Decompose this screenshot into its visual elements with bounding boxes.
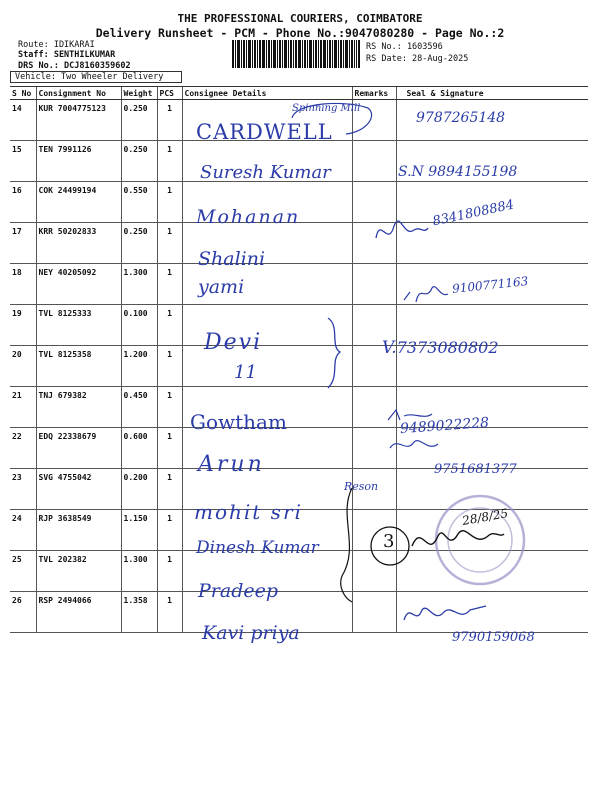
handwritten-phone: 9751681377 xyxy=(434,462,517,477)
cell-consignment: TNJ 679382 xyxy=(36,387,121,428)
handwritten-note: Spinning Mill xyxy=(292,103,361,114)
col-weight: Weight xyxy=(121,87,157,100)
brace-mark xyxy=(324,316,346,390)
rs-number: RS No.: 1603596 xyxy=(366,42,443,52)
stamp-date: 28/8/25 xyxy=(461,506,510,528)
cell-sno: 24 xyxy=(10,510,36,551)
col-consignment: Consignment No xyxy=(36,87,121,100)
handwritten-signature xyxy=(384,402,444,462)
col-pcs: PCS xyxy=(157,87,182,100)
cell-sno: 16 xyxy=(10,182,36,223)
handwritten-phone: 9787265148 xyxy=(416,110,506,126)
handwritten-signature xyxy=(400,600,490,630)
cell-weight: 0.450 xyxy=(121,387,157,428)
handwritten-remark: Reson xyxy=(344,480,379,493)
handwritten-phone: 9790159068 xyxy=(452,630,535,645)
cell-sno: 23 xyxy=(10,469,36,510)
table-row xyxy=(10,387,588,428)
runsheet-title: Delivery Runsheet - PCM - Phone No.:9047080280 - Page No.:2 xyxy=(95,26,505,40)
handwritten-consignee: Suresh Kumar xyxy=(200,162,331,183)
company-title: THE PROFESSIONAL COURIERS, COIMBATORE xyxy=(177,12,423,25)
staff-label: Staff: SENTHILKUMAR xyxy=(18,50,116,60)
handwritten-consignee: mohit sri xyxy=(194,500,303,524)
handwritten-consignee: Devi xyxy=(204,330,263,355)
cell-consignment: COK 24499194 xyxy=(36,182,121,223)
handwritten-phone: 8341808884 xyxy=(431,197,516,230)
handwritten-consignee: CARDWELL xyxy=(196,120,333,144)
cell-sno: 26 xyxy=(10,592,36,633)
handwritten-phone: 7373080802 xyxy=(396,338,499,357)
cell-pcs: 1 xyxy=(157,387,182,428)
cell-weight: 0.250 xyxy=(121,100,157,141)
cell-weight: 1.300 xyxy=(121,264,157,305)
handwritten-consignee: yami xyxy=(198,276,245,298)
handwritten-remark: 3 xyxy=(383,531,395,552)
handwritten-signature xyxy=(370,208,430,250)
cell-pcs: 1 xyxy=(157,592,182,633)
drs-number: DRS No.: DCJ8160359602 xyxy=(18,61,131,71)
cell-consignment: TVL 8125358 xyxy=(36,346,121,387)
table-row xyxy=(10,346,588,387)
cell-consignment: SVG 4755042 xyxy=(36,469,121,510)
cell-pcs: 1 xyxy=(157,100,182,141)
cell-sno: 14 xyxy=(10,100,36,141)
handwritten-consignee: Kavi priya xyxy=(202,622,300,644)
cell-sno: 19 xyxy=(10,305,36,346)
cell-sno: 15 xyxy=(10,141,36,182)
cell-weight: 1.150 xyxy=(121,510,157,551)
handwritten-consignee: 11 xyxy=(234,362,257,383)
route-label: Route: IDIKARAI xyxy=(18,40,95,50)
cell-consignment: TVL 8125333 xyxy=(36,305,121,346)
cell-weight: 0.250 xyxy=(121,223,157,264)
rs-date: RS Date: 28-Aug-2025 xyxy=(366,54,469,64)
cell-weight: 0.200 xyxy=(121,469,157,510)
cell-consignment: RJP 3638549 xyxy=(36,510,121,551)
handwritten-consignee: Pradeep xyxy=(198,580,279,602)
cell-remarks xyxy=(352,264,396,305)
handwritten-phone: 9489022228 xyxy=(399,414,490,438)
handwritten-phone: S.N 9894155198 xyxy=(398,164,518,180)
cell-remarks xyxy=(352,141,396,182)
cell-sno: 17 xyxy=(10,223,36,264)
cell-pcs: 1 xyxy=(157,305,182,346)
col-sno: S No xyxy=(10,87,36,100)
cell-pcs: 1 xyxy=(157,264,182,305)
col-consignee: Consignee Details xyxy=(182,87,352,100)
barcode-image xyxy=(232,40,360,68)
cell-weight: 0.100 xyxy=(121,305,157,346)
handwritten-consignee: Dinesh Kumar xyxy=(196,538,319,558)
cell-pcs: 1 xyxy=(157,469,182,510)
cell-sno: 22 xyxy=(10,428,36,469)
handwritten-signature xyxy=(408,516,508,566)
vehicle-box: Vehicle: Two Wheeler Delivery xyxy=(10,71,182,83)
cell-pcs: 1 xyxy=(157,510,182,551)
cell-pcs: 1 xyxy=(157,428,182,469)
cell-weight: 0.250 xyxy=(121,141,157,182)
col-seal: Seal & Signature xyxy=(396,87,588,100)
handwritten-signature-phone: V.7373080802 xyxy=(382,338,499,358)
handwritten-consignee: Mohanan xyxy=(196,206,301,228)
cell-pcs: 1 xyxy=(157,551,182,592)
handwritten-consignee: Shalini xyxy=(198,248,266,270)
cell-pcs: 1 xyxy=(157,182,182,223)
cell-sno: 18 xyxy=(10,264,36,305)
cell-consignment: KRR 50202833 xyxy=(36,223,121,264)
cell-sno: 25 xyxy=(10,551,36,592)
table-row xyxy=(10,305,588,346)
cell-sno: 20 xyxy=(10,346,36,387)
handwritten-signature xyxy=(400,278,452,308)
cell-consignment: TVL 202382 xyxy=(36,551,121,592)
cell-weight: 1.300 xyxy=(121,551,157,592)
cell-consignment: TEN 7991126 xyxy=(36,141,121,182)
table-row xyxy=(10,223,588,264)
bracket-mark xyxy=(332,486,362,606)
cell-pcs: 1 xyxy=(157,223,182,264)
cell-consignment: RSP 2494066 xyxy=(36,592,121,633)
cell-sno: 21 xyxy=(10,387,36,428)
handwritten-phone: 9100771163 xyxy=(451,274,529,296)
cell-consignment: NEY 40205092 xyxy=(36,264,121,305)
cell-weight: 1.200 xyxy=(121,346,157,387)
col-remarks: Remarks xyxy=(352,87,396,100)
cell-consignment: EDQ 22338679 xyxy=(36,428,121,469)
cell-weight: 0.550 xyxy=(121,182,157,223)
cell-weight: 0.600 xyxy=(121,428,157,469)
cell-weight: 1.358 xyxy=(121,592,157,633)
handwritten-consignee: Arun xyxy=(198,452,265,477)
cell-pcs: 1 xyxy=(157,141,182,182)
cell-pcs: 1 xyxy=(157,346,182,387)
cell-consignment: KUR 7004775123 xyxy=(36,100,121,141)
handwritten-consignee: Gowtham xyxy=(190,410,287,434)
